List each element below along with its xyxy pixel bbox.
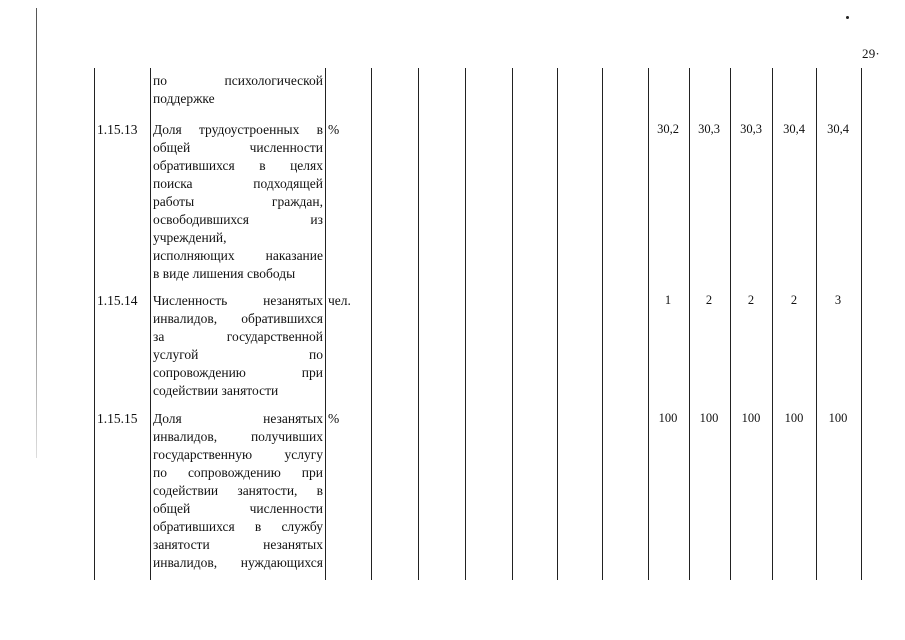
row-unit: % bbox=[328, 122, 340, 137]
row-value: 100 bbox=[699, 411, 719, 425]
table-vline bbox=[689, 68, 690, 580]
description-line: Доля трудоустроенных в bbox=[153, 122, 323, 137]
table-vline bbox=[465, 68, 466, 580]
table-vline bbox=[772, 68, 773, 580]
table-vline bbox=[730, 68, 731, 580]
description-line: обратившихся в службу bbox=[153, 519, 323, 534]
table-vline bbox=[816, 68, 817, 580]
description-line: работы граждан, bbox=[153, 194, 323, 209]
page-number: 29· bbox=[862, 46, 880, 61]
row-description bbox=[153, 121, 323, 283]
row-value: 100 bbox=[741, 411, 761, 425]
description-line: общей численности bbox=[153, 501, 323, 516]
row-value: 30,4 bbox=[827, 122, 849, 136]
description-line: за государственной bbox=[153, 329, 323, 344]
row-value: 30,4 bbox=[783, 122, 805, 136]
description-line: в виде лишения свободы bbox=[153, 266, 296, 281]
page-number-text: 29 bbox=[862, 46, 876, 61]
row-code: 1.15.14 bbox=[97, 293, 138, 308]
description-line: государственную услугу bbox=[153, 447, 323, 462]
description-line: инвалидов, обратившихся bbox=[153, 311, 323, 326]
row-value: 2 bbox=[747, 293, 755, 307]
row-unit: чел. bbox=[328, 293, 351, 308]
description-line: исполняющих наказание bbox=[153, 248, 323, 263]
row-value: 30,3 bbox=[698, 122, 720, 136]
row-value: 100 bbox=[658, 411, 678, 425]
scan-dot-mark bbox=[846, 16, 849, 19]
description-line: учреждений, bbox=[153, 230, 227, 245]
table-vline bbox=[648, 68, 649, 580]
row-value: 100 bbox=[784, 411, 804, 425]
description-line: общей численности bbox=[153, 140, 323, 155]
row-description bbox=[153, 72, 323, 108]
table-vline bbox=[94, 68, 95, 580]
scan-edge-line bbox=[36, 8, 37, 458]
row-value: 2 bbox=[790, 293, 798, 307]
description-line: по сопровождению при bbox=[153, 465, 323, 480]
table-vline bbox=[418, 68, 419, 580]
row-value: 2 bbox=[705, 293, 713, 307]
row-value: 1 bbox=[664, 293, 672, 307]
row-value: 100 bbox=[828, 411, 848, 425]
description-line: инвалидов, нуждающихся bbox=[153, 555, 323, 570]
table-vline bbox=[602, 68, 603, 580]
description-line: Численность незанятых bbox=[153, 293, 323, 308]
description-line: сопровождению при bbox=[153, 365, 323, 380]
table-vline bbox=[557, 68, 558, 580]
description-line: содействии занятости, в bbox=[153, 483, 323, 498]
row-code: 1.15.13 bbox=[97, 122, 138, 137]
description-line: инвалидов, получивших bbox=[153, 429, 323, 444]
description-line: Доля незанятых bbox=[153, 411, 323, 426]
row-value: 30,3 bbox=[740, 122, 762, 136]
row-description bbox=[153, 410, 323, 572]
description-line: занятости незанятых bbox=[153, 537, 323, 552]
row-unit: % bbox=[328, 411, 340, 426]
table-vline bbox=[512, 68, 513, 580]
description-line: содействии занятости bbox=[153, 383, 279, 398]
table-vline bbox=[371, 68, 372, 580]
description-line: обратившихся в целях bbox=[153, 158, 323, 173]
description-line: услугой по bbox=[153, 347, 323, 362]
table-vline bbox=[150, 68, 151, 580]
row-code: 1.15.15 bbox=[97, 411, 138, 426]
row-value: 30,2 bbox=[657, 122, 679, 136]
description-line: поддержке bbox=[153, 91, 215, 106]
row-value: 3 bbox=[834, 293, 842, 307]
description-line: освободившихся из bbox=[153, 212, 323, 227]
row-description bbox=[153, 292, 323, 400]
description-line: по психологической bbox=[153, 73, 323, 88]
table-vline bbox=[325, 68, 326, 580]
description-line: поиска подходящей bbox=[153, 176, 323, 191]
table-vline bbox=[861, 68, 862, 580]
